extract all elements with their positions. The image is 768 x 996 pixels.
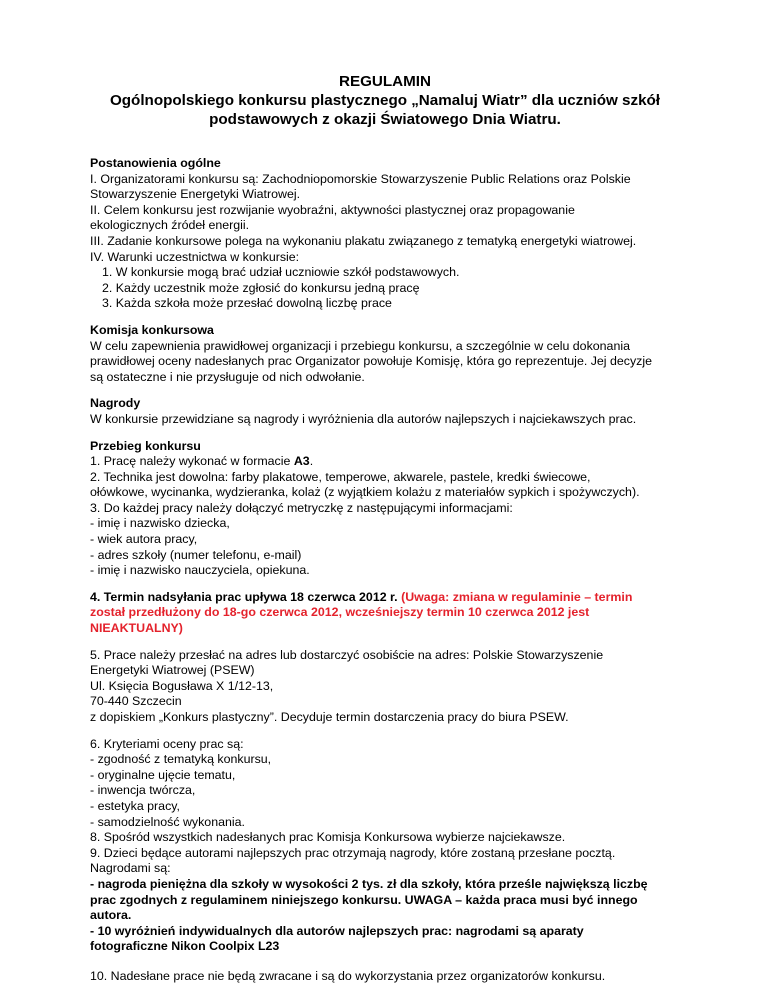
conditions-list (90, 265, 680, 312)
criteria-line: 6. Kryteriami oceny prac są: (90, 736, 244, 751)
criteria-line: 8. Spośród wszystkich nadesłanych prac Komisja Konkursowa wybierze najciekawsze. (90, 830, 566, 845)
general-p2b: ekologicznych źródeł energii. (90, 218, 250, 233)
prizes-section (90, 396, 680, 427)
title-line-2: Ogólnopolskiego konkursu plastycznego „Namaluj Wiatr” dla uczniów szkół (109, 92, 661, 109)
general-p3: III. Zadanie konkursowe polega na wykonaniu plakatu związanego z tematyką energetyki wiatrowej. (90, 233, 637, 248)
committee-line: W celu zapewnienia prawidłowej organizacji i przebiegu konkursu, a szczególnie w celu dokonania (90, 338, 630, 353)
prize-bold-line: fotograficzne Nikon Coolpix L23 (90, 939, 280, 954)
deadline-line-1 (90, 590, 680, 606)
title-line-1: REGULAMIN (339, 73, 431, 90)
criteria-line: - oryginalne ujęcie tematu, (90, 767, 236, 782)
course-line: - adres szkoły (numer telefonu, e-mail) (90, 547, 302, 562)
address-line: 70-440 Szczecin (90, 694, 182, 709)
list-item: 2. Każdy uczestnik może zgłosić do konkursu jedną pracę (102, 280, 420, 295)
title-line-3: podstawowych z okazji Światowego Dnia Wiatru. (209, 111, 561, 128)
prize-bold-line: autora. (90, 908, 132, 923)
general-heading: Postanowienia ogólne (90, 156, 221, 170)
deadline-notice-3: NIEAKTUALNY) (90, 621, 183, 636)
general-p1b: Stowarzyszenie Energetyki Wiatrowej. (90, 187, 301, 202)
prize-bold-line: - 10 wyróżnień indywidualnych dla autorów najlepszych prac: nagrodami są aparaty (90, 923, 584, 938)
criteria-line: - samodzielność wykonania. (90, 814, 245, 829)
document-page (90, 72, 680, 996)
committee-line: są ostateczne i nie przysługuje od nich odwołanie. (90, 369, 365, 384)
committee-heading: Komisja konkursowa (90, 322, 214, 337)
general-section (90, 156, 680, 312)
address-line: Energetyki Wiatrowej (PSEW) (90, 663, 255, 678)
criteria-line: 9. Dzieci będące autorami najlepszych prac otrzymają nagrody, które zostaną przesłane pocztą. (90, 845, 616, 860)
criteria-section (90, 737, 680, 955)
course-line-1a: 1. Pracę należy wykonać w formacie (90, 454, 294, 469)
course-line-1c: . (309, 454, 314, 469)
course-line: - wiek autora pracy, (90, 532, 198, 547)
prize-bold-line: prac zgodnych z regulaminem niniejszego konkursu. UWAGA – każda praca musi być innego (90, 892, 638, 907)
final-line: 10. Nadesłane prace nie będą zwracane i są do wykorzystania przez organizatorów konkursu. (90, 968, 606, 983)
course-line: - imię i nazwisko nauczyciela, opiekuna. (90, 563, 310, 578)
course-line: ołówkowe, wycinanka, wydzieranka, kolaż (z wyjątkiem kolażu z materiałów sypkich i spożywczych). (90, 485, 640, 500)
list-item: 3. Każda szkoła może przesłać dowolną liczbę prace (102, 296, 392, 311)
general-p4: IV. Warunki uczestnictwa w konkursie: (90, 249, 300, 264)
deadline-section (90, 590, 680, 637)
course-line: 3. Do każdej pracy należy dołączyć metryczkę z następującymi informacjami: (90, 500, 513, 515)
course-line: 2. Technika jest dowolna: farby plakatowe, temperowe, akwarele, pastele, kredki świecowe, (90, 469, 591, 484)
address-line: Ul. Księcia Bogusława X 1/12-13, (90, 678, 274, 693)
prize-bold-line: - nagroda pieniężna dla szkoły w wysokości 2 tys. zł dla szkoły, która prześle największą liczbę (90, 876, 648, 891)
committee-line: prawidłowej oceny nadesłanych prac Organizator powołuje Komisję, która go reprezentuje. Jej decyzje (90, 354, 653, 369)
course-heading: Przebieg konkursu (90, 438, 201, 453)
list-item: 1. W konkursie mogą brać udział uczniowie szkół podstawowych. (102, 265, 460, 280)
general-p2: II. Celem konkursu jest rozwijanie wyobraźni, aktywności plastycznej oraz propagowanie (90, 202, 575, 217)
criteria-line: Nagrodami są: (90, 861, 171, 876)
deadline-notice-2: został przedłużony do 18-go czerwca 2012, wcześniejszy termin 10 czerwca 2012 jest (90, 605, 590, 620)
committee-section (90, 323, 680, 385)
general-p1: I. Organizatorami konkursu są: Zachodniopomorskie Stowarzyszenie Public Relations oraz Polskie (90, 171, 631, 186)
deadline-notice-1: (Uwaga: zmiana w regulaminie – termin (401, 589, 633, 604)
format-a3: A3 (293, 454, 310, 469)
final-section (90, 969, 680, 985)
deadline-text: 4. Termin nadsyłania prac upływa 18 czerwca 2012 r. (90, 589, 402, 604)
document-title (90, 72, 680, 129)
course-line-1 (90, 454, 680, 470)
criteria-line: - zgodność z tematyką konkursu, (90, 752, 272, 767)
criteria-line: - inwencja twórcza, (90, 783, 196, 798)
address-line: 5. Prace należy przesłać na adres lub dostarczyć osobiście na adres: Polskie Stowarzyszenie (90, 647, 604, 662)
criteria-line: - estetyka pracy, (90, 798, 180, 813)
course-line: - imię i nazwisko dziecka, (90, 516, 230, 531)
prizes-line: W konkursie przewidziane są nagrody i wyróżnienia dla autorów najlepszych i najciekawszych prac. (90, 411, 637, 426)
address-section (90, 648, 680, 726)
prizes-heading: Nagrody (90, 396, 141, 411)
address-line: z dopiskiem „Konkurs plastyczny”. Decyduje termin dostarczenia pracy do biura PSEW. (90, 710, 569, 724)
course-section (90, 439, 680, 579)
